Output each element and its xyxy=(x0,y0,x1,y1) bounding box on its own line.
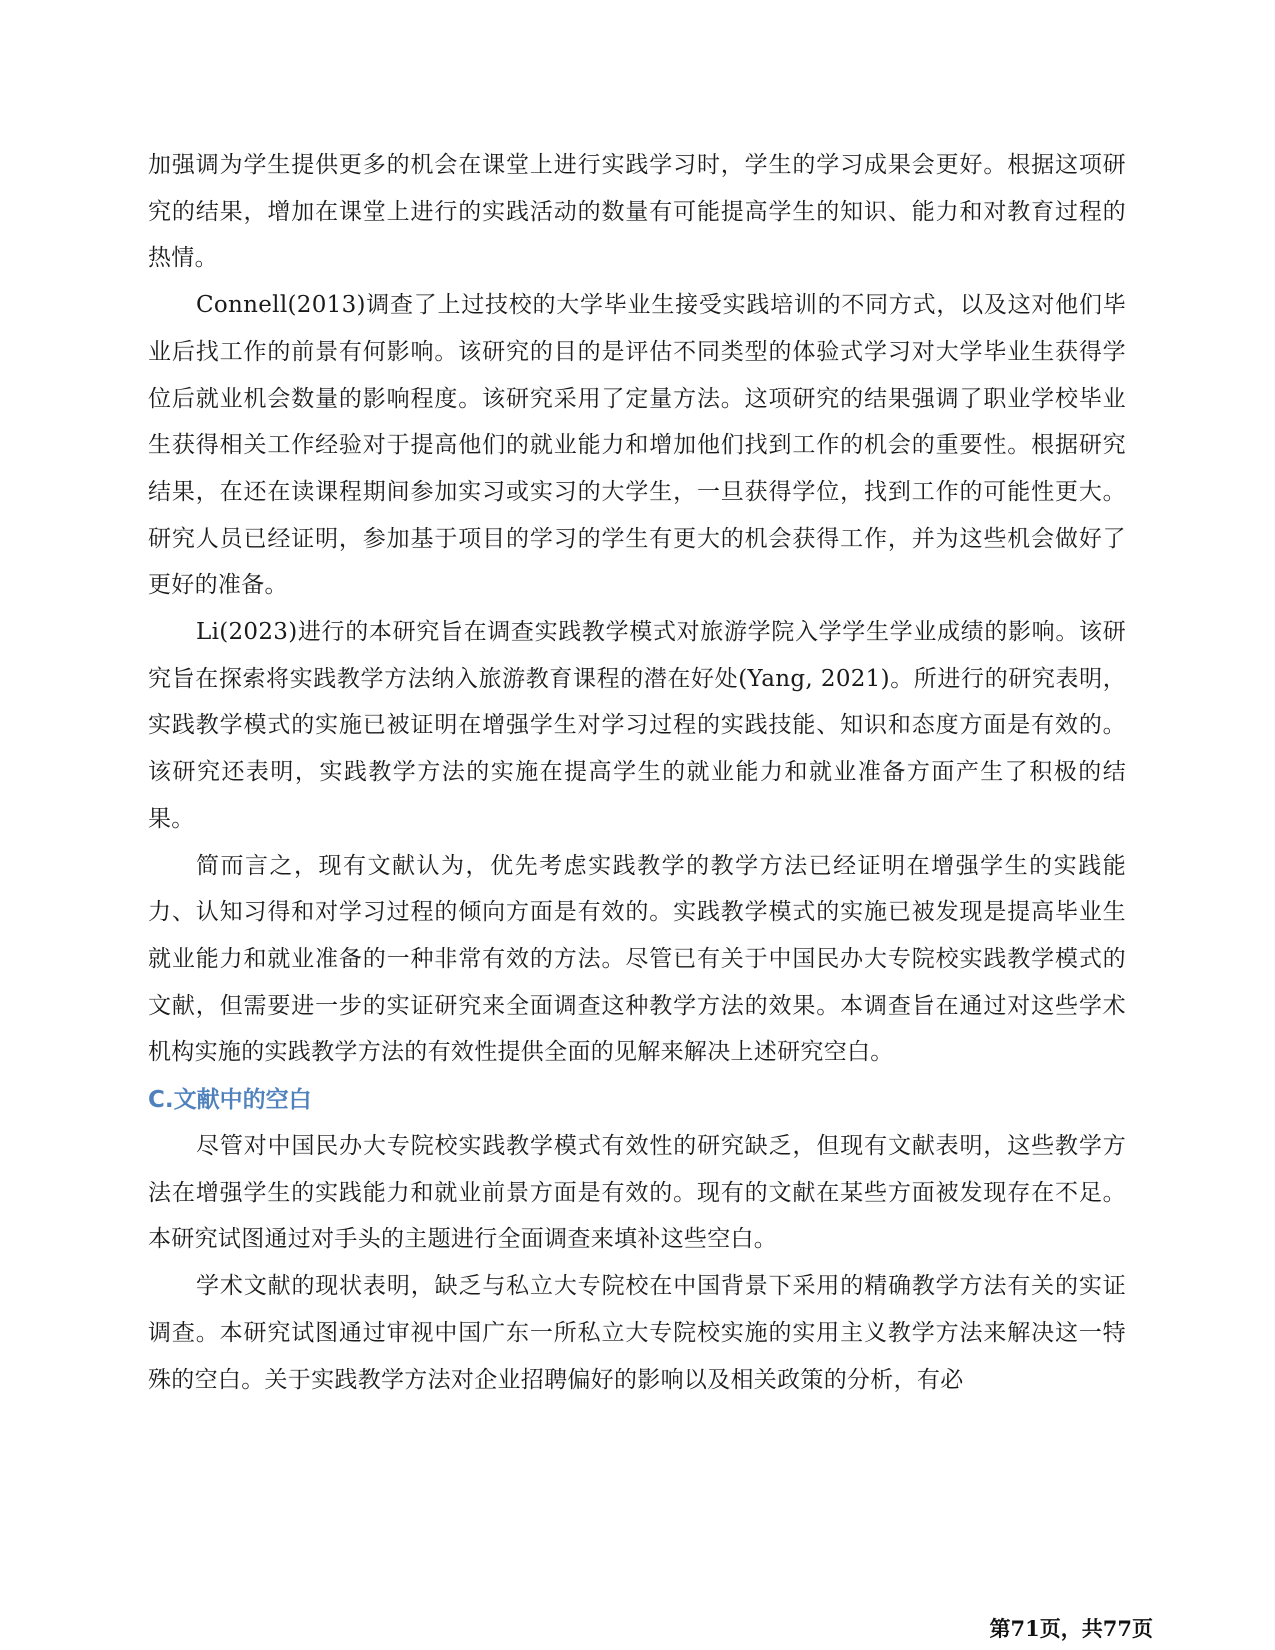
paragraph-4: 简而言之，现有文献认为，优先考虑实践教学的教学方法已经证明在增强学生的实践能力、认知习得和对学习过程的倾向方面是有效的。实践教学模式的实施已被发现是提高毕业生就业能力和就业准备的一种非常有效的方法。尽管已有关于中国民办大专院校实践教学模式的文献，但需要进一步的实证研究来全面调查这种教学方法的效果。本调查旨在通过对这些学术机构实施的实践教学方法的有效性提供全面的见解来解决上述研究空白。 xyxy=(148,852,1126,1066)
paragraph-5: 尽管对中国民办大专院校实践教学模式有效性的研究缺乏，但现有文献表明，这些教学方法在增强学生的实践能力和就业前景方面是有效的。现有的文献在某些方面被发现存在不足。本研究试图通过对手头的主题进行全面调查来填补这些空白。 xyxy=(148,1133,1126,1253)
paragraph-2: Connell(2013)调查了上过技校的大学毕业生接受实践培训的不同方式，以及这对他们毕业后找工作的前景有何影响。该研究的目的是评估不同类型的体验式学习对大学毕业生获得学位后就业机会数量的影响程度。该研究采用了定量方法。这项研究的结果强调了职业学校毕业生获得相关工作经验对于提高他们的就业能力和增加他们找到工作的机会的重要性。根据研究结果，在还在读课程期间参加实习或实习的大学生，一旦获得学位，找到工作的可能性更大。研究人员已经证明，参加基于项目的学习的学生有更大的机会获得工作，并为这些机会做好了更好的准备。 xyxy=(148,292,1126,599)
paragraph-6: 学术文献的现状表明，缺乏与私立大专院校在中国背景下采用的精确教学方法有关的实证调查。本研究试图通过审视中国广东一所私立大专院校实施的实用主义教学方法来解决这一特殊的空白。关于实践教学方法对企业招聘偏好的影响以及相关政策的分析，有必 xyxy=(148,1273,1126,1393)
body-text xyxy=(148,142,1126,1403)
paragraph-1: 加强调为学生提供更多的机会在课堂上进行实践学习时，学生的学习成果会更好。根据这项研究的结果，增加在课堂上进行的实践活动的数量有可能提高学生的知识、能力和对教育过程的热情。 xyxy=(148,152,1126,272)
page-number: 第71页，共77页 xyxy=(989,1616,1153,1641)
section-heading: C.文献中的空白 xyxy=(148,1087,312,1114)
paragraph-3: Li(2023)进行的本研究旨在调查实践教学模式对旅游学院入学学生学业成绩的影响。该研究旨在探索将实践教学方法纳入旅游教育课程的潜在好处(Yang, 2021)。所进行的研究表明，实践教学模式的实施已被证明在增强学生对学习过程的实践技能、知识和态度方面是有效的。该研究还表明，实践教学方法的实施在提高学生的就业能力和就业准备方面产生了积极的结果。 xyxy=(148,619,1126,832)
